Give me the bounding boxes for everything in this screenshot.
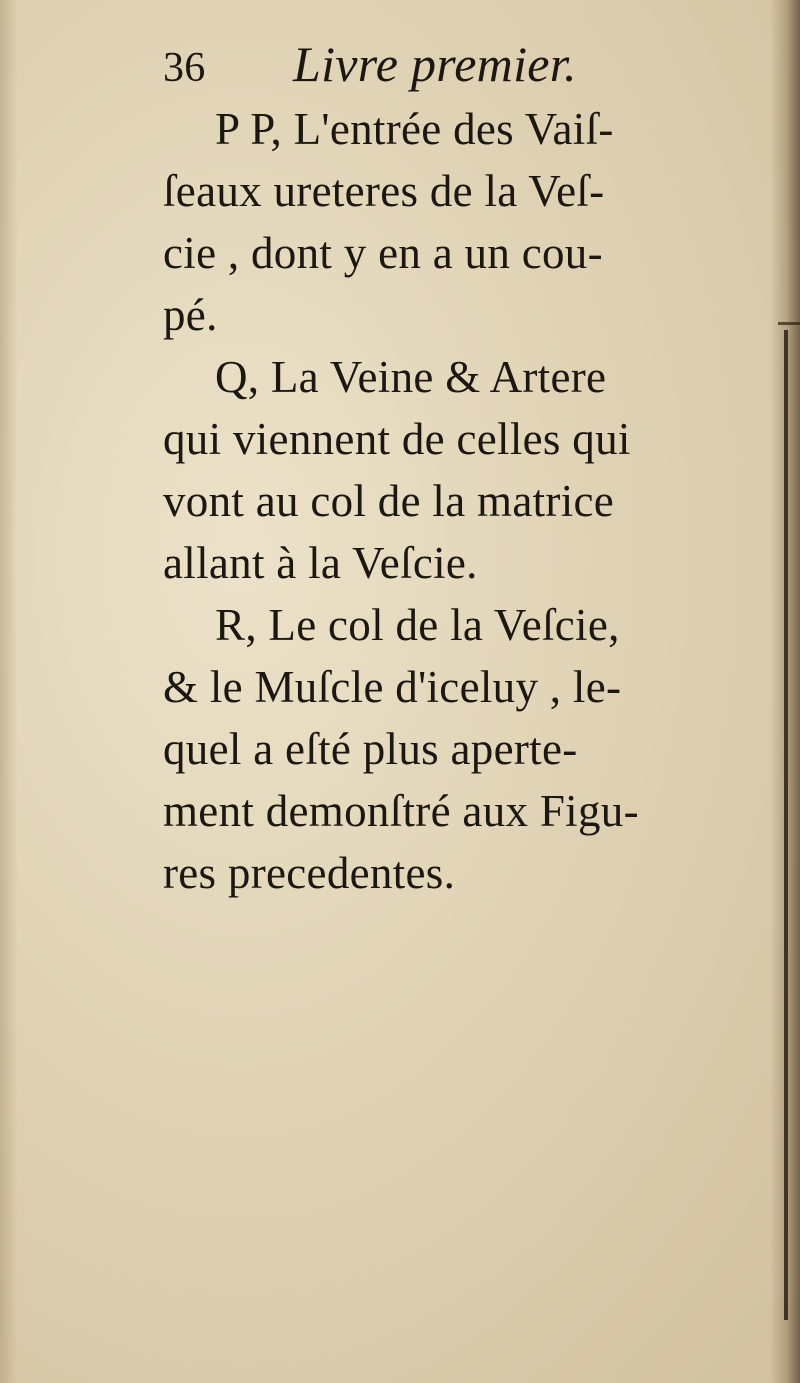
text-line: P P, L'entrée des Vaiſ-: [215, 104, 614, 154]
text-line: pé.: [163, 290, 218, 340]
text-line: quel a eſté plus aperte-: [163, 724, 578, 774]
paragraph-r: [163, 594, 733, 904]
page-header: [163, 30, 733, 98]
page-number: 36: [163, 45, 206, 91]
text-line: ment demonſtré aux Figu-: [163, 786, 639, 836]
text-line: cie , dont y en a un cou-: [163, 228, 603, 278]
adjacent-page-corner: [778, 322, 800, 325]
text-line: vont au col de la matrice: [163, 476, 615, 526]
running-title: Livre premier.: [293, 36, 577, 92]
text-line: & le Muſcle d'iceluy , le-: [163, 662, 622, 712]
text-line: Q, La Veine & Artere: [215, 352, 607, 402]
text-line: ſeaux ureteres de la Veſ-: [163, 166, 605, 216]
page-gutter-shadow: [0, 0, 18, 1383]
text-line: qui viennent de celles qui: [163, 414, 631, 464]
text-line: allant à la Veſcie.: [163, 538, 478, 588]
paragraph-pp: [163, 98, 733, 346]
adjacent-page-edge: [784, 330, 788, 1320]
text-line: R, Le col de la Veſcie,: [215, 600, 620, 650]
text-line: res precedentes.: [163, 848, 456, 898]
page-text-block: [163, 30, 733, 904]
paragraph-q: [163, 346, 733, 594]
